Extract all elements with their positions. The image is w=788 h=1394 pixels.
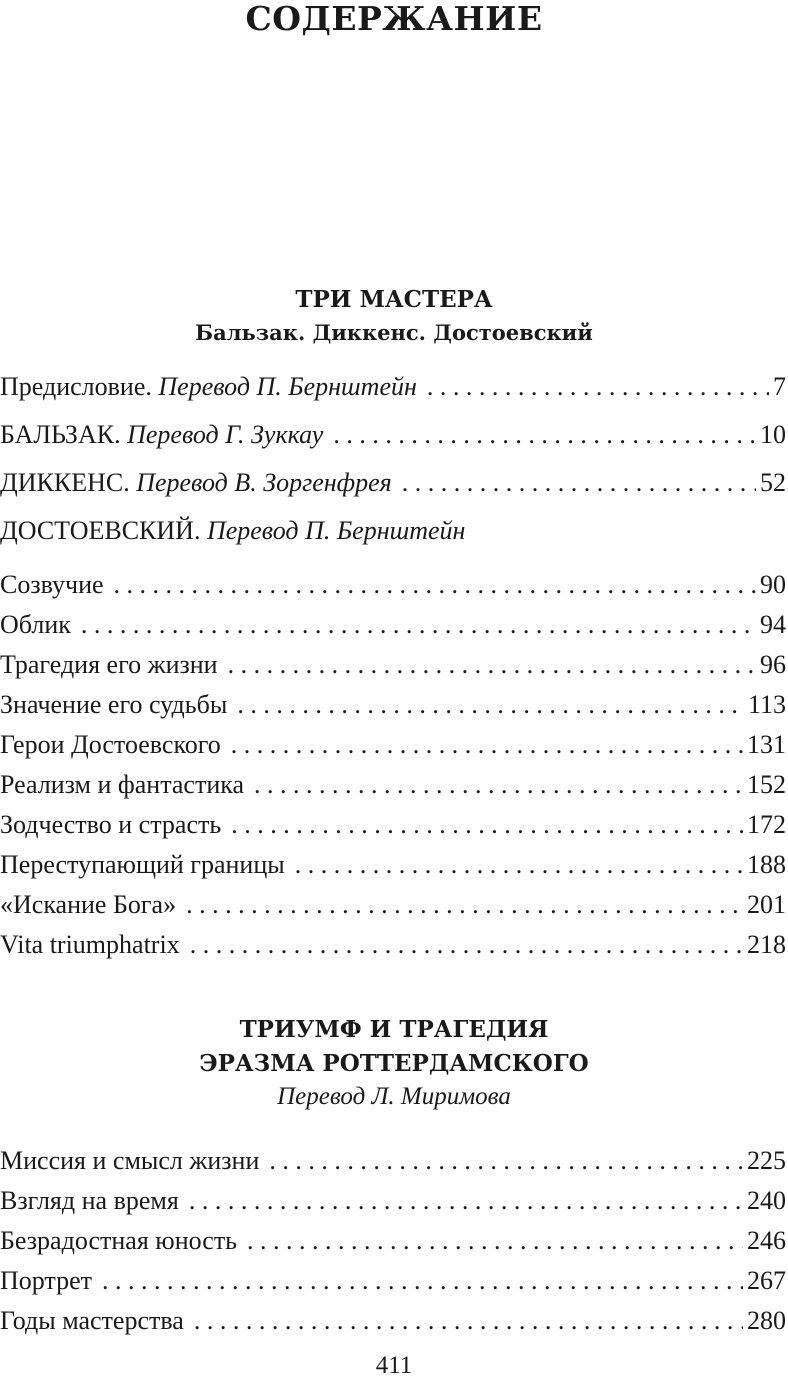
toc-entry[interactable]	[0, 459, 786, 507]
section-title-line2: ЭРАЗМА РОТТЕРДАМСКОГО	[199, 1050, 589, 1077]
dot-leader	[231, 805, 743, 845]
entry-translator: Перевод П. Бернштейн	[206, 516, 466, 545]
toc-dostoevsky-chapters	[0, 565, 786, 965]
entry-title: Предисловие.	[0, 372, 152, 401]
dot-leader	[402, 459, 756, 507]
entry-page-number: 225	[747, 1146, 786, 1175]
toc-entry[interactable]	[0, 685, 786, 725]
entry-page-number: 246	[747, 1226, 786, 1255]
dot-leader	[247, 1221, 743, 1261]
entry-translator: Перевод В. Зоргенфрея	[136, 468, 392, 497]
entry-page-number: 188	[747, 850, 786, 879]
entry-title: Переступающий границы	[0, 850, 285, 879]
entry-title: Годы мастерства	[0, 1306, 184, 1335]
dot-leader	[102, 1261, 743, 1301]
entry-title: Взгляд на время	[0, 1186, 179, 1215]
entry-page-number: 240	[747, 1186, 786, 1215]
section-subtitle: Бальзак. Диккенс. Достоевский	[195, 320, 593, 345]
entry-translator: Перевод П. Бернштейн	[158, 372, 417, 401]
entry-page-number: 113	[747, 690, 786, 719]
toc-entry[interactable]	[0, 363, 786, 411]
toc-entry[interactable]	[0, 1261, 786, 1301]
entry-title: Миссия и смысл жизни	[0, 1146, 260, 1175]
toc-entry[interactable]	[0, 411, 786, 459]
entry-page-number: 172	[747, 810, 786, 839]
entry-title: ДОСТОЕВСКИЙ.	[0, 516, 201, 545]
section-title: ТРИ МАСТЕРА	[295, 286, 493, 313]
entry-page-number: 218	[747, 930, 786, 959]
dot-leader	[114, 565, 756, 605]
entry-page-number: 90	[760, 570, 786, 599]
toc-entry[interactable]	[0, 765, 786, 805]
toc-entry[interactable]	[0, 1141, 786, 1181]
toc-entry[interactable]	[0, 925, 786, 965]
entry-title: Безрадостная юность	[0, 1226, 238, 1255]
entry-title: Герои Достоевского	[0, 730, 221, 759]
dot-leader	[254, 765, 743, 805]
entry-page-number: 7	[773, 372, 786, 401]
dot-leader	[189, 1181, 743, 1221]
entry-page-number: 201	[747, 890, 786, 919]
entry-title: БАЛЬЗАК.	[0, 420, 121, 449]
toc-section-three-masters	[0, 363, 786, 555]
entry-page-number: 280	[747, 1306, 786, 1335]
toc-entry[interactable]	[0, 725, 786, 765]
page-number: 411	[375, 1352, 413, 1379]
dot-leader	[427, 363, 769, 411]
entry-title: ДИККЕНС.	[0, 468, 130, 497]
dot-leader	[194, 1301, 743, 1341]
page-title: СОДЕРЖАНИЕ	[245, 0, 543, 38]
toc-entry[interactable]	[0, 845, 786, 885]
entry-title: Реализм и фантастика	[0, 770, 245, 799]
dot-leader	[228, 645, 756, 685]
toc-erasmus-chapters	[0, 1141, 786, 1341]
toc-entry[interactable]	[0, 805, 786, 845]
entry-title: «Искание Бога»	[0, 890, 177, 919]
toc-dostoevsky-heading	[0, 507, 786, 555]
section-heading-erasmus	[0, 1013, 788, 1113]
dot-leader	[186, 885, 743, 925]
entry-title: Созвучие	[0, 570, 104, 599]
entry-title: Трагедия его жизни	[0, 650, 218, 679]
entry-translator: Перевод Г. Зуккау	[127, 420, 324, 449]
section-heading-three-masters	[0, 283, 788, 349]
section-title-line1: ТРИУМФ И ТРАГЕДИЯ	[239, 1016, 549, 1043]
entry-page-number: 96	[760, 650, 786, 679]
toc-entry[interactable]	[0, 605, 786, 645]
entry-page-number: 94	[760, 610, 786, 639]
toc-entry[interactable]	[0, 1181, 786, 1221]
entry-title: Vita triumphatrix	[0, 930, 180, 959]
entry-page-number: 131	[747, 730, 786, 759]
dot-leader	[190, 925, 743, 965]
entry-page-number: 152	[747, 770, 786, 799]
entry-title: Облик	[0, 610, 71, 639]
toc-entry[interactable]	[0, 565, 786, 605]
toc-entry[interactable]	[0, 1301, 786, 1341]
entry-page-number: 10	[760, 420, 786, 449]
entry-title: Зодчество и страсть	[0, 810, 222, 839]
dot-leader	[231, 725, 743, 765]
entry-title: Портрет	[0, 1266, 93, 1295]
toc-entry[interactable]	[0, 1221, 786, 1261]
dot-leader	[269, 1141, 743, 1181]
dot-leader	[333, 411, 756, 459]
entry-title: Значение его судьбы	[0, 690, 228, 719]
section-translator: Перевод Л. Миримова	[277, 1083, 511, 1110]
dot-leader	[237, 685, 744, 725]
entry-page-number: 52	[760, 468, 786, 497]
toc-entry[interactable]	[0, 645, 786, 685]
dot-leader	[295, 845, 743, 885]
toc-entry[interactable]	[0, 885, 786, 925]
entry-page-number: 267	[747, 1266, 786, 1295]
dot-leader	[81, 605, 756, 645]
